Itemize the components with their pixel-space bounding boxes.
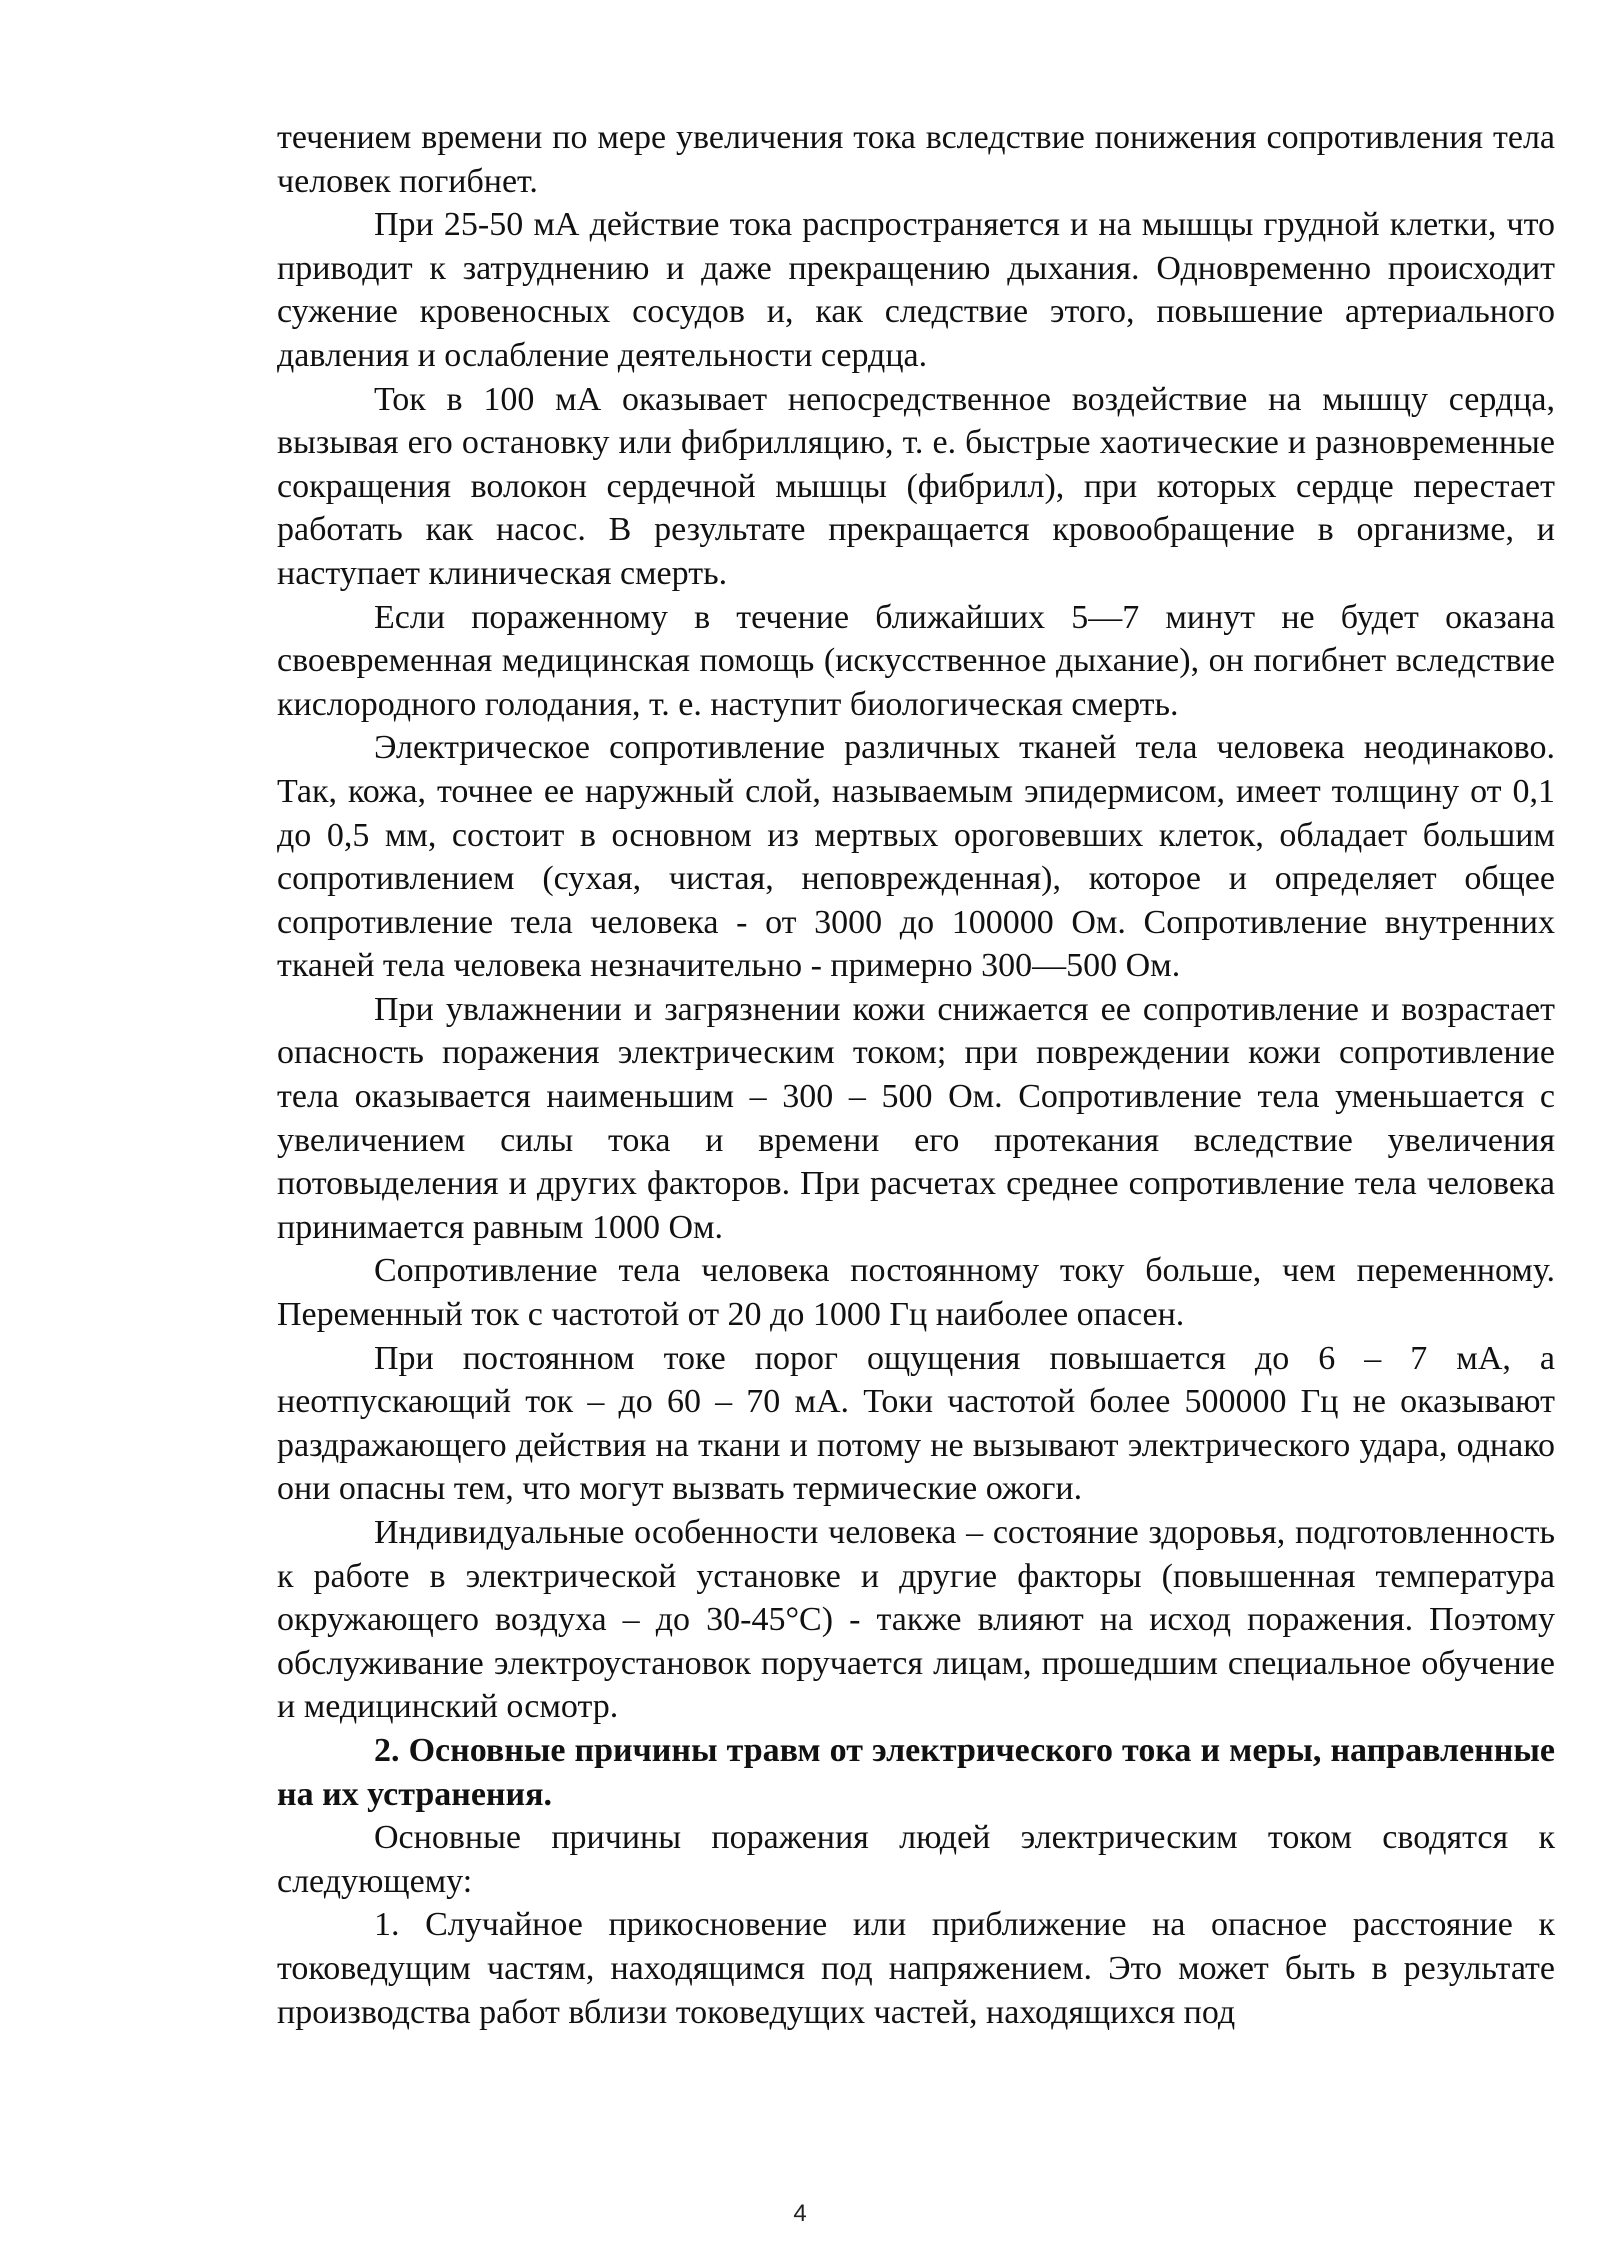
page-number: 4 <box>793 2200 807 2227</box>
paragraph-heart-fibrillation: Ток в 100 мА оказывает непосредственное воздействие на мышцу сердца, вызывая его остановку или фибрилляцию, т. е. быстрые хаотические и разновременные сокращения волокон сердечной мышцы (фибрилл), при которых сердце перестает работать как насос. В результате прекращается кровообращение в организме, и наступает клиническая смерть. <box>277 380 1555 592</box>
paragraph-chest-muscles: При 25-50 мА действие тока распространяется и на мышцы грудной клетки, что приводит к затруднению и даже прекращению дыхания. Одновременно происходит сужение кровеносных сосудов и, как следствие этого, повышение артериального давления и ослабление деятельности сердца. <box>277 206 1555 374</box>
section-heading: 2. Основные причины травм от электрического тока и меры, направленные на их устранения. <box>277 1731 1555 1813</box>
paragraph-tissue-resistance: Электрическое сопротивление различных тканей тела человека неодинаково. Так, кожа, точнее ее наружный слой, называемым эпидермисом, имеет толщину от 0,1 до 0,5 мм, состоит в основном из мертвых ороговевших клеток, обладает большим сопротивлением (сухая, чистая, неповрежденная), которое и определяет общее сопротивление тела человека - от 3000 до 100000 Ом. Сопротивление внутренних тканей тела человека незначительно - примерно 300—500 Ом. <box>277 729 1555 985</box>
paragraph-skin-moisture: При увлажнении и загрязнении кожи снижается ее сопротивление и возрастает опасность поражения электрическим током; при повреждении кожи сопротивление тела оказывается наименьшим – 300 – 500 Ом. Сопротивление тела уменьшается с увеличением силы тока и времени его протекания вследствие увеличения потовыделения и других факторов. При расчетах среднее сопротивление тела человека принимается равным 1000 Ом. <box>277 990 1555 1246</box>
paragraph-dc-threshold: При постоянном токе порог ощущения повышается до 6 – 7 мА, а неотпускающий ток – до 60 – 70 мА. Токи частотой более 500000 Гц не оказывают раздражающего действия на ткани и потому не вызывают электрического удара, однако они опасны тем, что могут вызвать термические ожоги. <box>277 1339 1555 1508</box>
paragraph-continuation: течением времени по мере увеличения тока вследствие понижения сопротивления тела человек погибнет. <box>277 119 1555 200</box>
paragraph-dc-vs-ac: Сопротивление тела человека постоянному току больше, чем переменному. Переменный ток с частотой от 20 до 1000 Гц наиболее опасен. <box>277 1252 1555 1334</box>
paragraph-individual-factors: Индивидуальные особенности человека – состояние здоровья, подготовленность к работе в электрической установке и другие факторы (повышенная температура окружающего воздуха – до 30-45°С) - также влияют на исход поражения. Поэтому обслуживание электроустановок поручается лицам, прошедшим специальное обучение и медицинский осмотр. <box>277 1514 1555 1726</box>
paragraph-cause-1: 1. Случайное прикосновение или приближение на опасное расстояние к токоведущим частям, находящимся под напряжением. Это может быть в результате производства работ вблизи токоведущих частей, находящихся под <box>277 1906 1555 2031</box>
paragraph-main-causes: Основные причины поражения людей электрическим током сводятся к следующему: <box>277 1819 1555 1900</box>
page-body <box>277 116 1555 2034</box>
paragraph-biological-death: Если пораженному в течение ближайших 5—7 минут не будет оказана своевременная медицинская помощь (искусственное дыхание), он погибнет вследствие кислородного голодания, т. е. наступит биологическая смерть. <box>277 598 1555 723</box>
